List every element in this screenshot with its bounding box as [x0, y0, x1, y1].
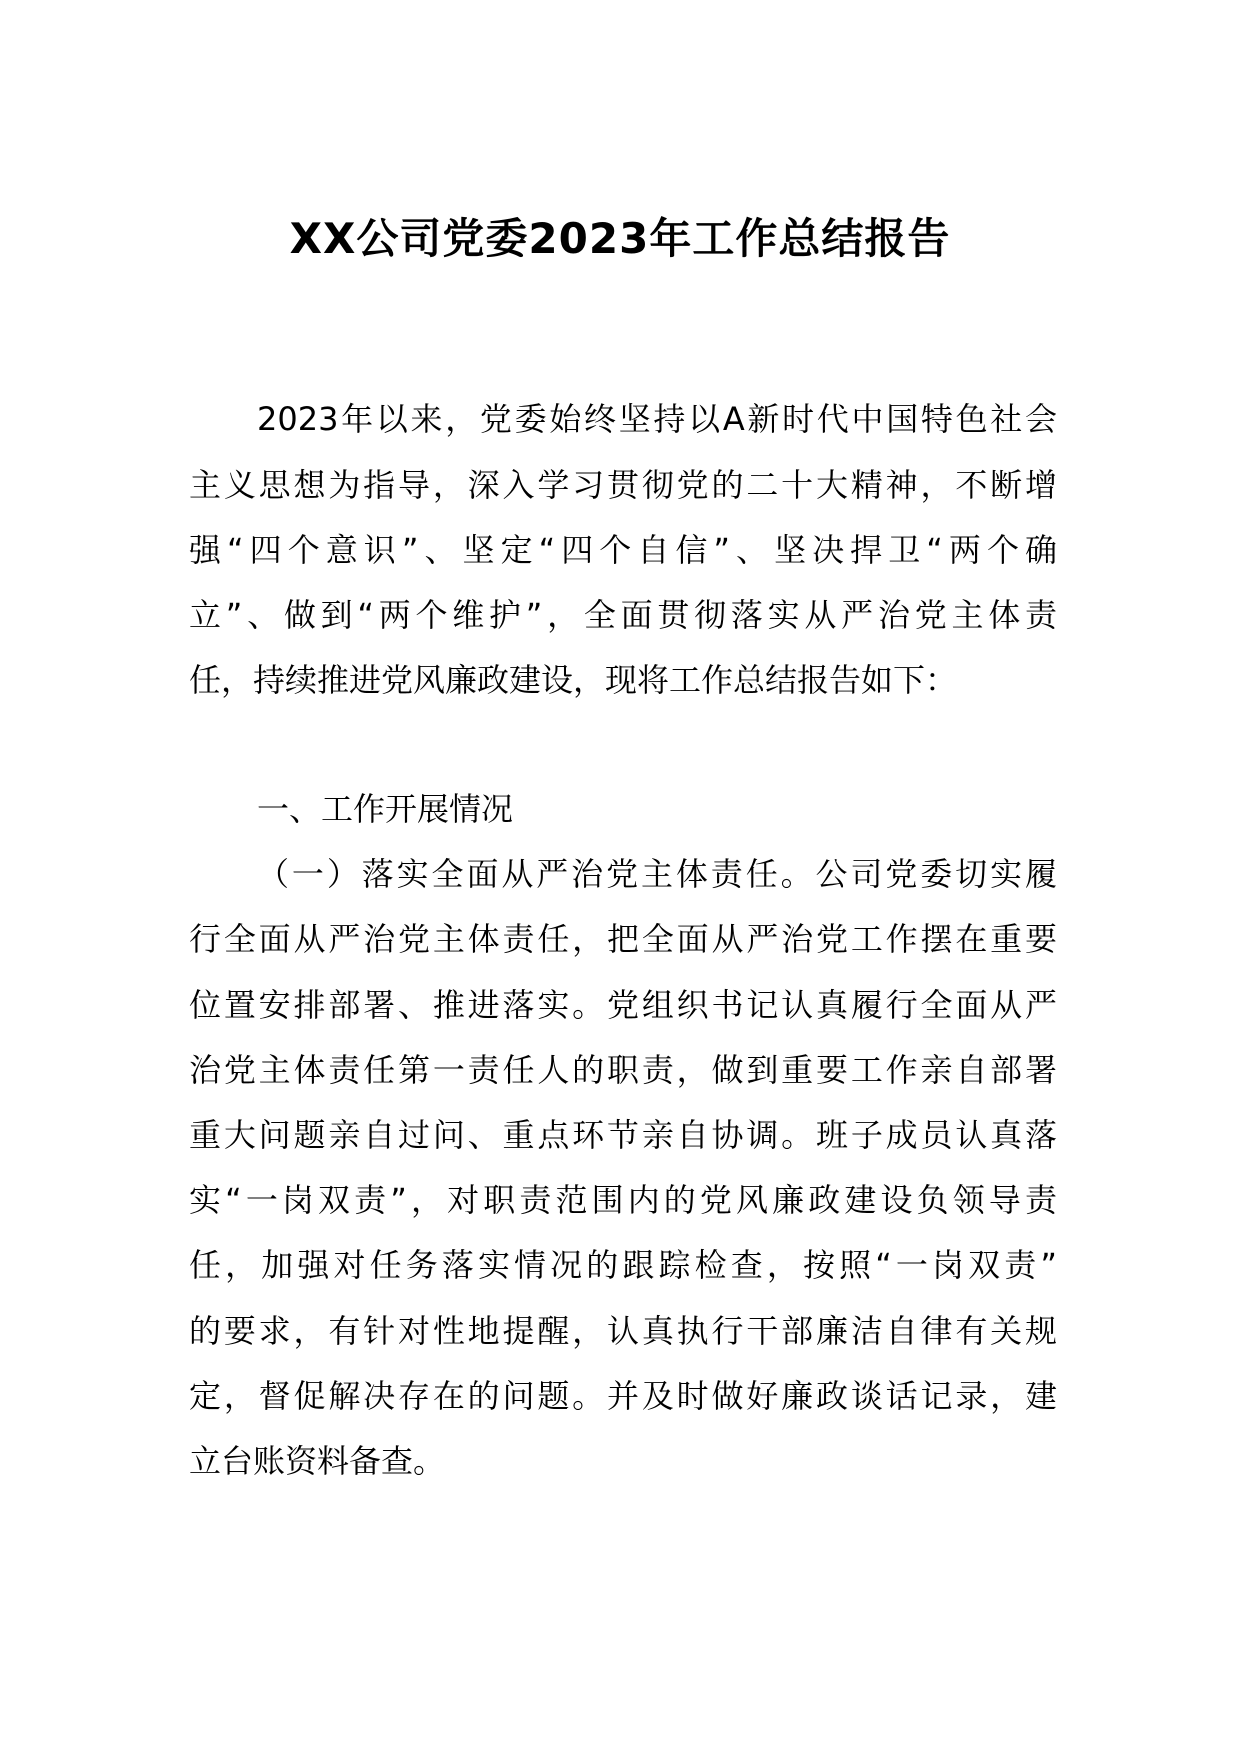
- paragraph-line: 主义思想为指导，深入学习贯彻党的二十大精神，不断增: [189, 466, 1057, 504]
- paragraph-line: 位置安排部署、推进落实。党组织书记认真履行全面从严: [189, 986, 1057, 1024]
- section-heading: 一、工作开展情况: [257, 790, 514, 828]
- paragraph-line: 强“四个意识”、坚定“四个自信”、坚决捍卫“两个确: [189, 531, 1057, 569]
- paragraph-line: 重大问题亲自过问、重点环节亲自协调。班子成员认真落: [189, 1116, 1057, 1154]
- paragraph-line: 实“一岗双责”，对职责范围内的党风廉政建设负领导责: [189, 1181, 1057, 1219]
- paragraph-line: 定，督促解决存在的问题。并及时做好廉政谈话记录，建: [189, 1377, 1057, 1415]
- paragraph-line: 治党主体责任第一责任人的职责，做到重要工作亲自部署: [189, 1051, 1057, 1089]
- paragraph-line: 行全面从严治党主体责任，把全面从严治党工作摆在重要: [189, 920, 1057, 958]
- document-title: XX公司党委2023年工作总结报告: [289, 214, 951, 263]
- paragraph-line: 的要求，有针对性地提醒，认真执行干部廉洁自律有关规: [189, 1312, 1057, 1350]
- paragraph-line: （一）落实全面从严治党主体责任。公司党委切实履: [257, 855, 1057, 893]
- paragraph-line: 立台账资料备查。: [189, 1442, 446, 1480]
- paragraph-line: 2023年以来，党委始终坚持以A新时代中国特色社会: [257, 400, 1057, 438]
- paragraph-line: 任，持续推进党风廉政建设，现将工作总结报告如下：: [189, 661, 958, 699]
- paragraph-line: 立”、做到“两个维护”，全面贯彻落实从严治党主体责: [189, 596, 1057, 634]
- paragraph-line: 任，加强对任务落实情况的跟踪检查，按照“一岗双责”: [189, 1246, 1057, 1284]
